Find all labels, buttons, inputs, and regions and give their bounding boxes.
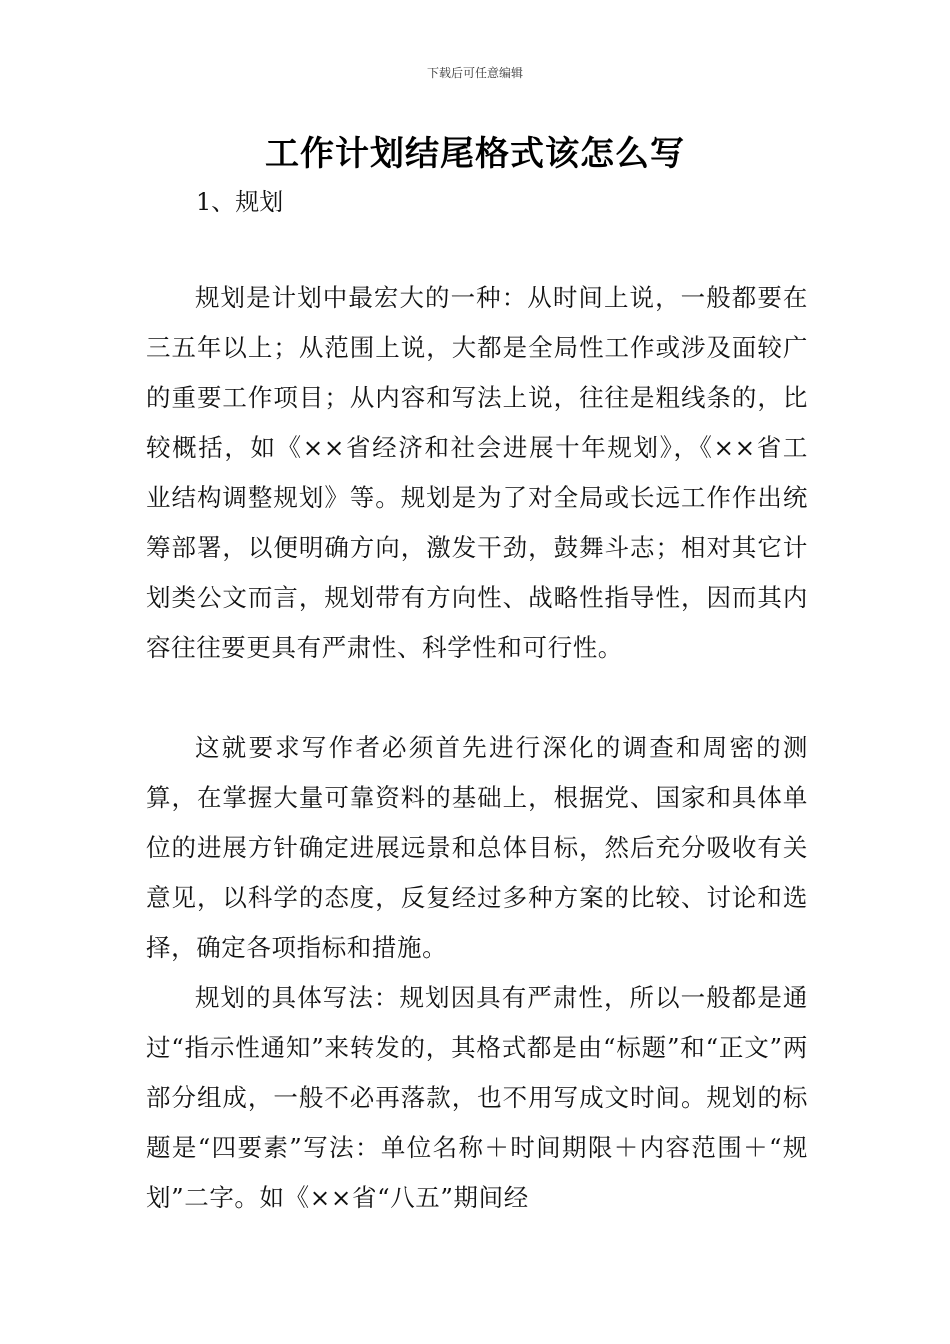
document-title: 工作计划结尾格式该怎么写 (265, 134, 685, 174)
section-heading: 1、规划 (196, 188, 284, 216)
body-paragraph: 规划是计划中最宏大的一种：从时间上说，一般都要在三五年以上；从范围上说，大都是全局性工作或涉及面较广的重要工作项目；从内容和写法上说，往往是粗线条的，比较概括，如《××省经济和社会进展十年规划》，《××省工业结构调整规划》等。规划是为了对全局或长远工作作出统筹部署，以便明确方向，激发干劲，鼓舞斗志；相对其它计划类公文而言，规划带有方向性、战略性指导性，因而其内容往往要更具有严肃性、科学性和可行性。 (146, 283, 808, 662)
header-note: 下载后可任意编辑 (426, 66, 523, 80)
body-paragraph: 这就要求写作者必须首先进行深化的调查和周密的测算，在掌握大量可靠资料的基础上，根据党、国家和具体单位的进展方针确定进展远景和总体目标，然后充分吸收有关意见，以科学的态度，反复经过多种方案的比较、讨论和选择，确定各项指标和措施。 (146, 733, 808, 962)
body-paragraph: 规划的具体写法：规划因具有严肃性，所以一般都是通过“指示性通知”来转发的，其格式都是由“标题”和“正文”两部分组成，一般不必再落款，也不用写成文时间。规划的标题是“四要素”写法：单位名称＋时间期限＋内容范围＋“规划”二字。如《××省“八五”期间经 (146, 983, 808, 1212)
